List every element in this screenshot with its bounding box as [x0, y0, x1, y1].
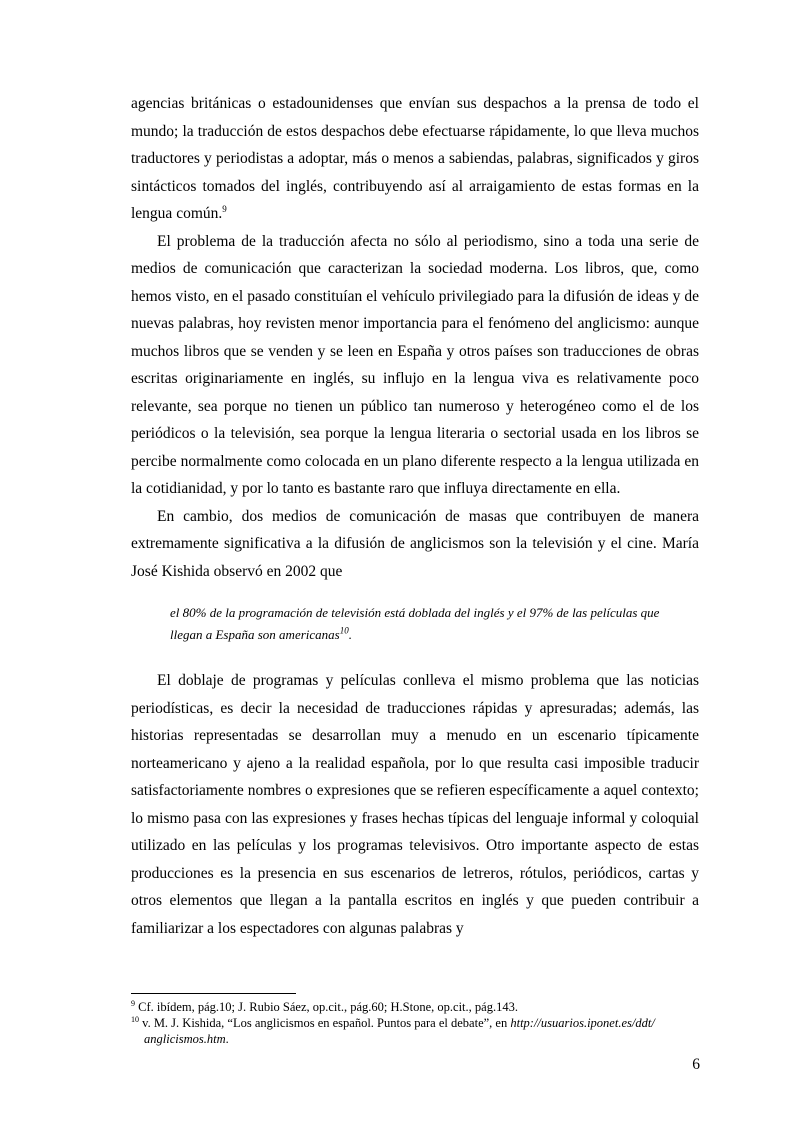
paragraph-2: El problema de la traducción afecta no sólo al periodismo, sino a toda una serie de medios de comunicación que caracterizan la sociedad moderna. Los libros, que, como hemos visto, en el pasado constituían el vehículo privilegiado para la difusión de ideas y de nuevas palabras, hoy revisten menor importancia para el fenómeno del anglicismo: aunque muchos libros que se venden y se leen en España y otros países son traducciones de obras escritas originariamente en inglés, su influjo en la lengua viva es relativamente poco relevante, sea porque no tienen un público tan numeroso y heterogéneo como el de los periódicos o la televisión, sea porque la lengua literaria o sectorial usada en los libros se percibe normalmente como colocada en un plano diferente respecto a la lengua utilizada en la cotidianidad, y por lo tanto es bastante raro que influya directamente en ella.: [131, 232, 699, 497]
page-number: 6: [692, 1056, 700, 1073]
body-text: [131, 90, 699, 942]
block-quote-end: .: [348, 627, 352, 642]
footnote-separator: [131, 993, 296, 994]
footnote-number: 9: [131, 998, 135, 1008]
footnote-ref-9[interactable]: 9: [222, 203, 227, 214]
footnote-end: .: [225, 1032, 229, 1046]
paragraph-4: El doblaje de programas y películas conlleva el mismo problema que las noticias periodísticas, es decir la necesidad de traducciones rápidas y apresuradas; además, las historias representadas se desarrollan muy a menudo en un escenario típicamente norteamericano y ajeno a la realidad española, por lo que resulta casi imposible traducir satisfactoriamente nombres o expresiones que se refieren específicamente a aquel contexto; lo mismo pasa con las expresiones y frases hechas típicas del lenguaje informal y coloquial utilizado en las películas y los programas televisivos. Otro importante aspecto de estas producciones es la presencia en sus escenarios de letreros, rótulos, periódicos, cartas y otros elementos que llegan a la pantalla escritos en inglés y que pueden contribuir a familiarizar a los espectadores con algunas palabras y: [131, 672, 699, 937]
footnote-text: Cf. ibídem, pág.10; J. Rubio Sáez, op.cit., pág.60; H.Stone, op.cit., pág.143.: [135, 1000, 518, 1014]
paragraph-1: [131, 90, 699, 228]
footnote-ref-10[interactable]: 10: [339, 625, 349, 636]
footnote-url-link[interactable]: http://usuarios.iponet.es/ddt/ anglicismos.htm: [144, 1016, 655, 1046]
footnote-text: v. M. J. Kishida, “Los anglicismos en español. Puntos para el debate”, en: [139, 1016, 511, 1030]
paragraph-3: En cambio, dos medios de comunicación de masas que contribuyen de manera extremamente significativa a la difusión de anglicismos son la televisión y el cine. María José Kishida observó en 2002 que: [131, 507, 699, 580]
footnote-10: [131, 1015, 699, 1047]
block-quote: [170, 602, 665, 646]
footnote-number: 10: [131, 1014, 139, 1024]
block-quote-text: el 80% de la programación de televisión está doblada del inglés y el 97% de las películas que llegan a España son americanas: [170, 605, 660, 642]
footnotes: [131, 999, 699, 1047]
paragraph-1-text: agencias británicas o estadounidenses que envían sus despachos a la prensa de todo el mundo; la traducción de estos despachos debe efectuarse rápidamente, lo que lleva muchos traductores y periodistas a adoptar, más o menos a sabiendas, palabras, significados y giros sintácticos tomados del inglés, contribuyendo así al arraigamiento de estas formas en la lengua común.: [131, 95, 699, 222]
footnote-9: [131, 999, 699, 1015]
